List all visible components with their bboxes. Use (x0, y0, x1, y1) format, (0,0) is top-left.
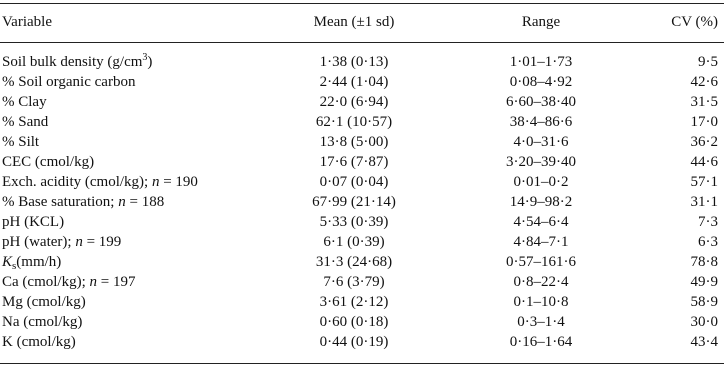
table-row (0, 332, 724, 352)
cell-range: 0·1–10·8 (513, 294, 569, 310)
cell-range: 6·60–38·40 (506, 94, 576, 110)
table-row (0, 132, 724, 152)
cell-mean: 1·38 (0·13) (319, 54, 389, 70)
table-bottom-rule (0, 363, 724, 364)
cell-variable: % Clay (2, 94, 47, 110)
cell-range: 4·84–7·1 (513, 234, 569, 250)
cell-range: 3·20–39·40 (506, 154, 576, 170)
table-row (0, 172, 724, 192)
cell-cv: 6·3 (698, 234, 718, 250)
cell-variable: CEC (cmol/kg) (2, 154, 95, 170)
cell-cv: 78·8 (690, 254, 718, 270)
cell-cv: 31·1 (690, 194, 718, 210)
cell-cv: 57·1 (690, 174, 718, 190)
cell-mean: 6·1 (0·39) (323, 234, 385, 250)
header-cv: CV (%) (671, 14, 718, 30)
table-top-rule (0, 3, 724, 4)
cell-variable: Mg (cmol/kg) (2, 294, 86, 310)
cell-variable: % Soil organic carbon (2, 74, 136, 90)
table-row (0, 152, 724, 172)
table-body (0, 52, 724, 352)
table-header-row (0, 12, 724, 34)
table-row (0, 92, 724, 112)
table-row (0, 272, 724, 292)
cell-range: 4·54–6·4 (513, 214, 569, 230)
table-row (0, 292, 724, 312)
cell-range: 0·8–22·4 (513, 274, 569, 290)
cell-variable: K (cmol/kg) (2, 334, 76, 350)
cell-mean: 22·0 (6·94) (319, 94, 389, 110)
table-row (0, 52, 724, 72)
table-row (0, 112, 724, 132)
cell-mean: 31·3 (24·68) (315, 254, 393, 270)
cell-range: 14·9–98·2 (509, 194, 573, 210)
cell-cv: 58·9 (690, 294, 718, 310)
cell-range: 0·01–0·2 (513, 174, 569, 190)
header-variable: Variable (2, 14, 52, 30)
cell-mean: 3·61 (2·12) (319, 294, 389, 310)
cell-range: 0·3–1·4 (517, 314, 565, 330)
cell-mean: 7·6 (3·79) (323, 274, 385, 290)
cell-mean: 17·6 (7·87) (319, 154, 389, 170)
cell-mean: 0·44 (0·19) (319, 334, 389, 350)
cell-cv: 31·5 (690, 94, 718, 110)
header-mean: Mean (±1 sd) (313, 14, 395, 30)
cell-variable: % Base saturation; n = 188 (2, 194, 165, 210)
cell-range: 0·08–4·92 (509, 74, 573, 90)
table-row (0, 212, 724, 232)
cell-range: 4·0–31·6 (513, 134, 569, 150)
cell-variable: Na (cmol/kg) (2, 314, 83, 330)
table-row (0, 72, 724, 92)
table-row (0, 312, 724, 332)
cell-mean: 67·99 (21·14) (312, 194, 396, 210)
cell-variable: $K_s(mm/h)$ (2, 254, 62, 272)
cell-mean: 2·44 (1·04) (319, 74, 389, 90)
cell-cv: 9·5 (698, 54, 718, 70)
cell-cv: 36·2 (690, 134, 718, 150)
table-row (0, 192, 724, 212)
cell-cv: 44·6 (690, 154, 718, 170)
header-range: Range (521, 14, 561, 30)
cell-variable: Ca (cmol/kg); n = 197 (2, 274, 136, 290)
cell-cv: 49·9 (690, 274, 718, 290)
table-header-rule (0, 42, 724, 43)
cell-mean: 62·1 (10·57) (315, 114, 393, 130)
cell-variable: Soil bulk density $(g/cm^3)$ (2, 52, 153, 70)
cell-cv: 7·3 (698, 214, 718, 230)
cell-cv: 42·6 (690, 74, 718, 90)
cell-variable: Exch. acidity (cmol/kg); n = 190 (2, 174, 198, 190)
cell-cv: 17·0 (690, 114, 718, 130)
cell-range: 38·4–86·6 (509, 114, 573, 130)
cell-variable: % Sand (2, 114, 49, 130)
cell-cv: 43·4 (690, 334, 718, 350)
cell-mean: 5·33 (0·39) (319, 214, 389, 230)
cell-variable: pH (KCL) (2, 214, 65, 230)
table-row (0, 252, 724, 272)
cell-range: 0·57–161·6 (506, 254, 576, 270)
cell-range: 0·16–1·64 (509, 334, 573, 350)
cell-mean: 13·8 (5·00) (319, 134, 389, 150)
cell-variable: % Silt (2, 134, 40, 150)
table-row (0, 232, 724, 252)
cell-range: 1·01–1·73 (509, 54, 573, 70)
cell-variable: pH (water); n = 199 (2, 234, 122, 250)
cell-cv: 30·0 (690, 314, 718, 330)
cell-mean: 0·60 (0·18) (319, 314, 389, 330)
cell-mean: 0·07 (0·04) (319, 174, 389, 190)
